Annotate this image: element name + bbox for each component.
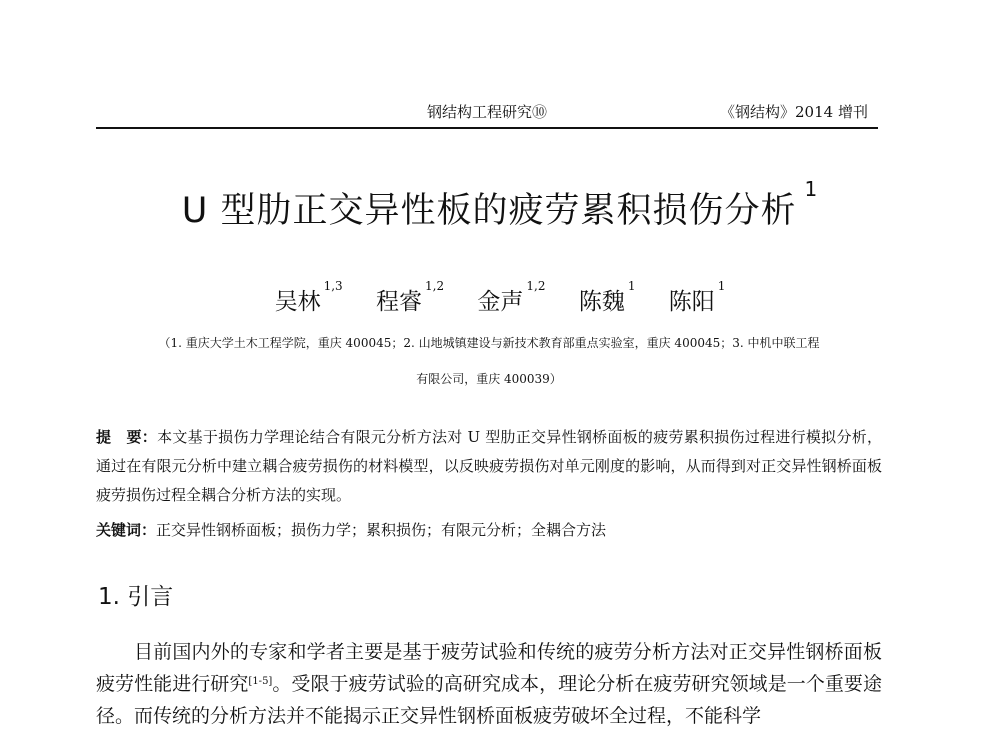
keywords [96, 518, 882, 542]
abstract-text: 本文基于损伤力学理论结合有限元分析方法对 U 型肋正交异性钢桥面板的疲劳累积损伤过程进行模拟分析，通过在有限元分析中建立耦合疲劳损伤的材料模型，以反映疲劳损伤对单元刚度的影响，从而得到对正交异性钢桥面板疲劳损伤过程全耦合分析方法的实现。 [96, 428, 882, 504]
keywords-label: 关键词： [96, 521, 157, 539]
author [578, 279, 636, 315]
abstract-label: 提 要： [96, 428, 158, 446]
author-affil-mark: 1,3 [323, 279, 343, 293]
body-text-part2: 。受限于疲劳试验的高研究成本，理论分析在疲劳研究领域是一个重要途径。而传统的分析方法并不能揭示正交异性钢桥面板疲劳破坏全过程，不能科学 [96, 673, 882, 727]
author [668, 279, 726, 315]
author-affil-mark: 1,2 [526, 279, 546, 293]
affiliation-line-2: 有限公司，重庆 400039） [416, 372, 562, 386]
body-text-part1: 目前国内外的专家和学者主要是基于疲劳试验和传统的疲劳分析方法对正交异性钢桥面板疲劳性能进行研究 [96, 641, 882, 695]
body-paragraph [96, 636, 882, 732]
author-name: 陈阳 [668, 289, 715, 315]
paper-title [0, 177, 1000, 233]
author-affil-mark: 1 [717, 279, 726, 293]
author-affil-mark: 1,2 [425, 279, 445, 293]
title-footnote-mark: 1 [804, 177, 819, 201]
author-name: 金声 [477, 289, 524, 315]
author-name: 程睿 [376, 289, 422, 315]
author-affil-mark: 1 [627, 279, 636, 293]
affiliation-line-1: （1. 重庆大学土木工程学院，重庆 400045；2. 山地城镇建设与新技术教育部重点实验室，重庆 400045；3. 中机中联工程 [158, 336, 820, 350]
header-rule [96, 127, 878, 129]
section-heading: 1. 引言 [98, 584, 174, 610]
keywords-text: 正交异性钢桥面板；损伤力学；累积损伤；有限元分析；全耦合方法 [156, 521, 607, 539]
paper-title-text: U 型肋正交异性板的疲劳累积损伤分析 [181, 191, 797, 231]
author-name: 吴林 [274, 289, 321, 315]
author [477, 279, 546, 315]
author-name: 陈魏 [578, 289, 625, 315]
abstract [96, 423, 882, 510]
author [376, 279, 445, 315]
running-header-left: 钢结构工程研究⑩ [427, 103, 548, 121]
author [274, 279, 343, 315]
running-header-right: 《钢结构》2014 增刊 [720, 103, 868, 121]
author-list [0, 279, 1000, 316]
citation: [1-5] [248, 676, 273, 687]
